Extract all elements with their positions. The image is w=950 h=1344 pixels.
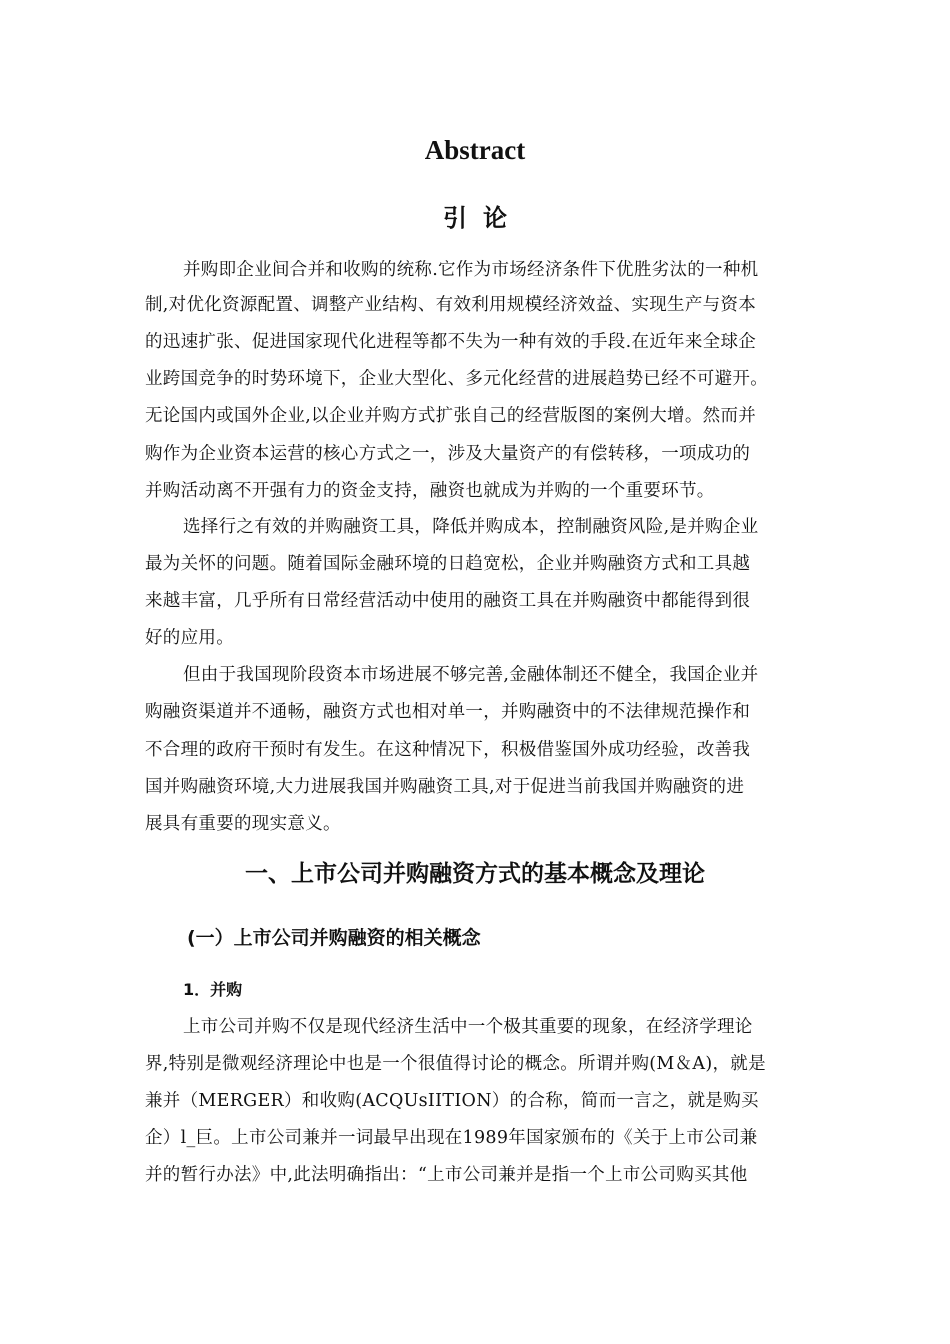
body-line: 购融资渠道并不通畅，融资方式也相对单一，并购融资中的不法律规范操作和 <box>145 702 751 722</box>
body-line: 不合理的政府干预时有发生。在这种情况下，积极借鉴国外成功经验，改善我 <box>145 740 751 760</box>
body-line: 好的应用。 <box>145 628 234 648</box>
body-line: 购作为企业资本运营的核心方式之一，涉及大量资产的有偿转移，一项成功的 <box>145 444 751 464</box>
body-line: 制,对优化资源配置、调整产业结构、有效利用规模经济效益、实现生产与资本 <box>145 295 757 315</box>
body-line: 但由于我国现阶段资本市场进展不够完善,金融体制还不健全，我国企业并 <box>183 665 759 685</box>
body-line: 企）l_巨。上市公司兼并一词最早出现在1989年国家颁布的《关于上市公司兼 <box>145 1128 758 1148</box>
body-line: 展具有重要的现实意义。 <box>145 814 341 834</box>
intro-title: 引论 <box>443 203 523 232</box>
abstract-title: Abstract <box>424 135 526 165</box>
body-line: 最为关怀的问题。随着国际金融环境的日趋宽松，企业并购融资方式和工具越 <box>145 554 751 574</box>
body-line: 选择行之有效的并购融资工具，降低并购成本，控制融资风险,是并购企业 <box>183 517 759 537</box>
body-line: 上市公司并购不仅是现代经济生活中一个极其重要的现象，在经济学理论 <box>183 1017 753 1037</box>
section-heading-1: 一、上市公司并购融资方式的基本概念及理论 <box>245 861 705 887</box>
body-line: 界,特别是微观经济理论中也是一个很值得讨论的概念。所谓并购(M＆A)，就是 <box>145 1054 766 1074</box>
section-heading-3: 1．并购 <box>183 980 243 999</box>
body-line: 国并购融资环境,大力进展我国并购融资工具,对于促进当前我国并购融资的进 <box>145 777 745 797</box>
body-line: 并购活动离不开强有力的资金支持，融资也就成为并购的一个重要环节。 <box>145 481 715 501</box>
section-heading-2: (一）上市公司并购融资的相关概念 <box>187 927 481 949</box>
body-line: 来越丰富，几乎所有日常经营活动中使用的融资工具在并购融资中都能得到很 <box>145 591 751 611</box>
body-line: 并购即企业间合并和收购的统称.它作为市场经济条件下优胜劣汰的一种机 <box>183 260 759 280</box>
body-line: 的迅速扩张、促进国家现代化进程等都不失为一种有效的手段.在近年来全球企 <box>145 332 757 352</box>
body-line: 兼并（MERGER）和收购(ACQUsIITION）的合称，简而一言之，就是购买 <box>145 1091 759 1111</box>
body-line: 并的暂行办法》中,此法明确指出：“上市公司兼并是指一个上市公司购买其他 <box>145 1165 748 1185</box>
body-line: 业跨国竞争的时势环境下，企业大型化、多元化经营的进展趋势已经不可避开。 <box>145 369 768 389</box>
body-line: 无论国内或国外企业,以企业并购方式扩张自己的经营版图的案例大增。然而并 <box>145 406 757 426</box>
